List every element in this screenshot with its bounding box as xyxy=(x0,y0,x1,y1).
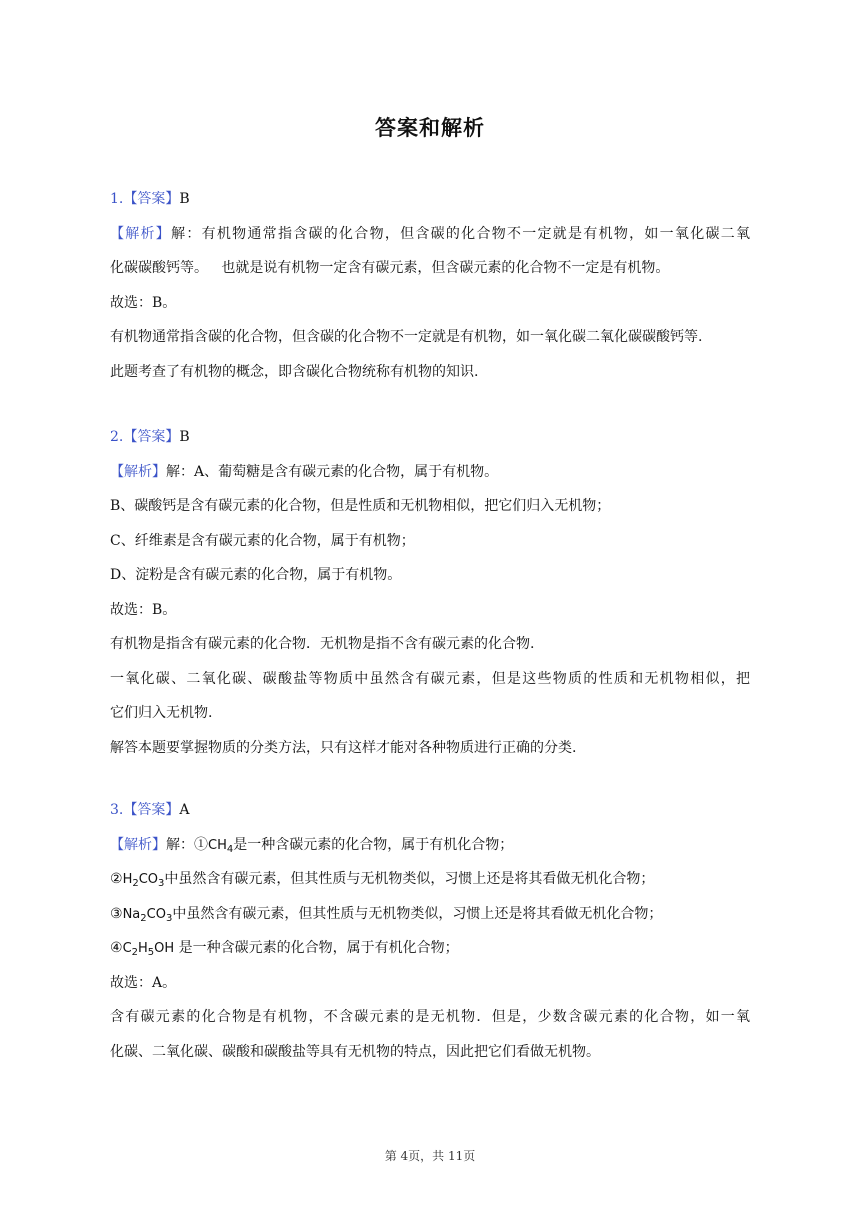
q3-line-1-prefix: 解：① xyxy=(166,836,208,853)
question-1-block xyxy=(110,182,750,389)
q3-number: 3. xyxy=(110,802,124,818)
q2-line-5: 故选：B。 xyxy=(110,601,177,618)
q3-answer-line xyxy=(110,793,750,828)
q1-number: 1. xyxy=(110,191,124,207)
q1-line-2: 化碳碳酸钙等。 也就是说有机物一定含有碳元素，但含碳元素的化合物不一定是有机物。 xyxy=(110,260,670,276)
q2-answer-value: B xyxy=(179,429,190,445)
q1-answer-line xyxy=(110,182,750,217)
q2-line-2: B、碳酸钙是含有碳元素的化合物，但是性质和无机物相似，把它们归入无机物； xyxy=(110,498,611,514)
q2-number: 2. xyxy=(110,429,124,445)
analysis-tag: 【解析】 xyxy=(110,463,166,480)
q1-line-3: 故选：B。 xyxy=(110,294,177,311)
formula-h2co3: $H_2CO_3$ xyxy=(122,872,165,889)
q2-line-9: 解答本题要掌握物质的分类方法，只有这样才能对各种物质进行正确的分类. xyxy=(110,739,577,756)
q3-line-1-suffix: 是一种含碳元素的化合物，属于有机化合物； xyxy=(233,836,514,853)
formula-ch4: $CH_4$ xyxy=(208,837,234,855)
q1-analysis-line xyxy=(110,217,750,252)
page-footer: 第 4页，共 11页 xyxy=(384,1149,476,1163)
q3-analysis-line xyxy=(110,828,750,863)
q3-line-3 xyxy=(110,897,750,932)
q1-analysis-text: 解：有机物通常指含碳的化合物，但含碳的化合物不一定就是有机物，如一氧化碳二氧 xyxy=(171,225,751,242)
q3-line-7: 化碳、二氧化碳、碳酸和碳酸盐等具有无机物的特点，因此把它们看做无机物。 xyxy=(110,1043,600,1060)
q1-line-5: 此题考查了有机物的概念，即含碳化合物统称有机物的知识. xyxy=(110,363,479,380)
q3-answer-value: A xyxy=(179,802,190,818)
q1-line-4: 有机物通常指含碳的化合物，但含碳的化合物不一定就是有机物，如一氧化碳二氧化碳碳酸钙等. xyxy=(110,329,703,345)
q3-line-2-prefix: ② xyxy=(110,871,123,887)
answer-tag: 【答案】 xyxy=(123,802,180,818)
q2-analysis-text: 解：A、葡萄糖是含有碳元素的化合物，属于有机物。 xyxy=(166,463,499,480)
q3-line-4 xyxy=(110,931,750,966)
q2-line-8: 它们归入无机物. xyxy=(110,705,213,721)
question-2-block xyxy=(110,420,750,765)
formula-c2h5oh: $C_2H_5OH$ xyxy=(122,941,175,958)
q3-line-3-suffix: 中虽然含有碳元素，但其性质与无机物类似，习惯上还是将其看做无机化合物； xyxy=(172,905,663,922)
q3-line-2-suffix: 中虽然含有碳元素，但其性质与无机物类似，习惯上还是将其看做无机化合物； xyxy=(164,871,655,887)
formula-na2co3: $Na_2CO_3$ xyxy=(122,906,173,924)
q3-line-5: 故选：A。 xyxy=(110,974,177,991)
q3-line-3-prefix: ③ xyxy=(110,905,123,922)
answer-tag: 【答案】 xyxy=(123,191,180,207)
question-3-block xyxy=(110,793,750,1069)
q1-answer-value: B xyxy=(179,191,190,207)
answer-tag: 【答案】 xyxy=(123,429,180,445)
analysis-tag: 【解析】 xyxy=(110,836,166,853)
q3-line-4-suffix: 是一种含碳元素的化合物，属于有机化合物； xyxy=(174,940,459,956)
q3-line-4-prefix: ④ xyxy=(110,940,123,956)
q2-analysis-line xyxy=(110,455,750,490)
q2-line-3: C、纤维素是含有碳元素的化合物，属于有机物； xyxy=(110,532,415,549)
q3-line-6: 含有碳元素的化合物是有机物，不含碳元素的是无机物．但是，少数含碳元素的化合物，如一氧 xyxy=(110,1009,750,1025)
q2-line-4: D、淀粉是含有碳元素的化合物，属于有机物。 xyxy=(110,567,402,583)
q3-line-2 xyxy=(110,862,750,897)
page-title: 答案和解析 xyxy=(375,116,485,140)
analysis-tag: 【解析】 xyxy=(110,225,172,242)
q2-answer-line xyxy=(110,420,750,455)
q2-line-7: 一氧化碳、二氧化碳、碳酸盐等物质中虽然含有碳元素，但是这些物质的性质和无机物相似，把 xyxy=(110,670,750,687)
q2-line-6: 有机物是指含有碳元素的化合物．无机物是指不含有碳元素的化合物. xyxy=(110,636,535,652)
